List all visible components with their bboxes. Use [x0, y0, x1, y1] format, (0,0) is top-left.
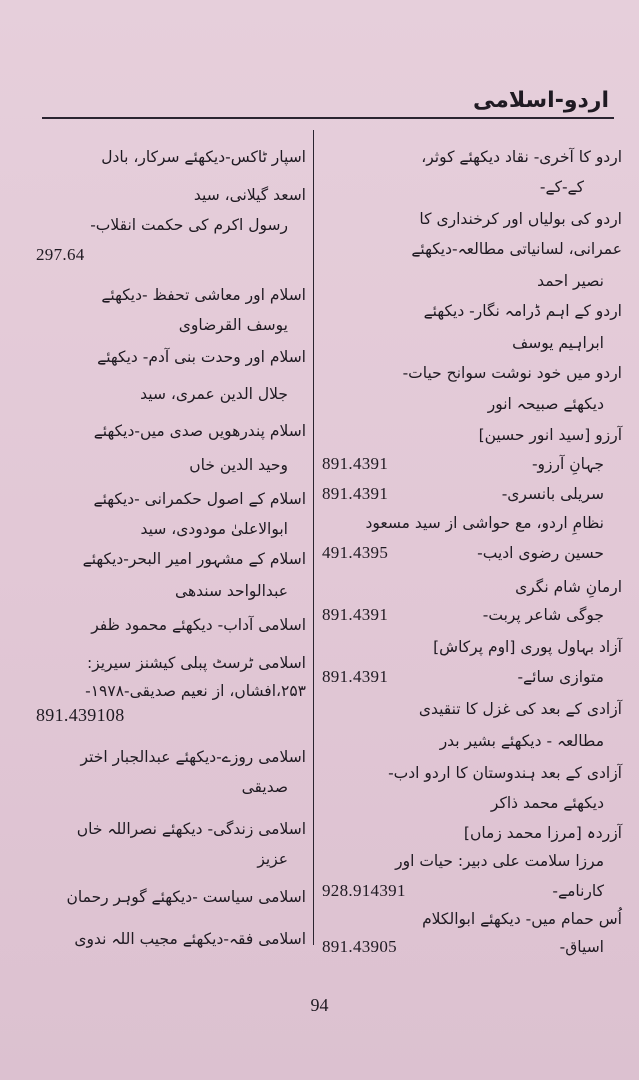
entry-line: رسول اکرم کی حکمت انقلاب- [90, 216, 288, 234]
entry-line: دیکھئے محمد ذاکر [490, 794, 604, 812]
classification-number: 891.439108 [36, 705, 125, 725]
classification-number: 928.914391 [322, 881, 406, 900]
entry-line: اسلامی زندگی- دیکھئے نصراللہ خاں [76, 820, 306, 838]
entry-line: اسلام اور معاشی تحفظ -دیکھئے [101, 286, 306, 304]
page-number: 94 [310, 995, 329, 1015]
entry-line: اسلامی سیاست -دیکھئے گوہر رحمان [66, 888, 306, 906]
entry-line: کے-کے- [539, 178, 584, 196]
entry-line: مطالعہ - دیکھئے بشیر بدر [439, 732, 604, 750]
entry-line: اُس حمام میں- دیکھئے ابوالکلام [422, 910, 622, 928]
page-header-title: اردو-اسلامی [472, 88, 609, 113]
entry-line: صدیقی [241, 778, 288, 796]
entry-line: نصیر احمد [537, 272, 604, 290]
entry-line: عزیز [257, 850, 288, 868]
entry-line: اسلام کے اصول حکمرانی -دیکھئے [93, 490, 306, 508]
classification-number: 297.64 [36, 245, 85, 264]
classification-number: 891.4391 [322, 484, 389, 503]
entry-line: دیکھئے صبیحہ انور [487, 395, 604, 413]
entry-line: آزردہ [مرزا محمد زماں] [463, 824, 622, 842]
entry-line: ابراہیم یوسف [512, 334, 604, 352]
entry-line: اسلامی ٹرسٹ پبلی کیشنز سیریز: [86, 654, 306, 672]
entry-line: اردو کا آخری- نقاد دیکھئے کوثر، [421, 148, 622, 166]
entry-line: اسلامی فقہ-دیکھئے مجیب اللہ ندوی [74, 930, 306, 948]
column-divider [313, 130, 314, 945]
entry-line: آزادی کے بعد ہندوستان کا اردو ادب- [388, 764, 622, 782]
entry-line: نظامِ اردو، مع حواشی از سید مسعود [365, 514, 604, 532]
entry-line: اسلام کے مشہور امیر البحر-دیکھئے [82, 550, 306, 568]
entry-line: کارنامے- [552, 882, 604, 900]
classification-number: 891.4391 [322, 605, 389, 624]
entry-line: آزاد بہاول پوری [اوم پرکاش] [433, 638, 622, 656]
entry-line: وحید الدین خاں [189, 456, 288, 474]
entry-line: سریلی بانسری- [501, 485, 604, 503]
entry-line: مرزا سلامت علی دبیر: حیات اور [395, 852, 604, 870]
classification-number: 891.4391 [322, 454, 389, 473]
classification-number: 891.4391 [322, 667, 389, 686]
entry-line: ارمانِ شام نگری [515, 578, 622, 596]
entry-line: اسلام پندرھویں صدی میں-دیکھئے [93, 422, 306, 440]
classification-number: 891.43905 [322, 937, 397, 956]
header-rule [42, 117, 614, 119]
classification-number: 491.4395 [322, 543, 389, 562]
entry-line: اردو کے اہم ڈرامہ نگار- دیکھئے [423, 302, 622, 320]
entry-line: اسلامی آداب- دیکھئے محمود ظفر [91, 616, 306, 634]
entry-line: جلال الدین عمری، سید [140, 385, 288, 403]
entry-line: ابوالاعلیٰ مودودی، سید [140, 520, 288, 538]
entry-line: اسپار ٹاکس-دیکھئے سرکار، بادل [101, 148, 306, 166]
entry-line: اسلامی روزے-دیکھئے عبدالجبار اختر [80, 748, 306, 766]
entry-line: متوازی سائے- [517, 668, 604, 686]
entry-line: یوسف القرضاوی [178, 316, 288, 334]
entry-line: عبدالواحد سندھی [175, 582, 288, 600]
entry-line: آزادی کے بعد کی غزل کا تنقیدی [418, 700, 622, 718]
entry-line: اسعد گیلانی، سید [193, 186, 306, 204]
entry-line: حسین رضوی ادیب- [477, 544, 604, 562]
entry-line: آرزو [سید انور حسین] [478, 426, 622, 444]
entry-line: اسیاق- [559, 938, 604, 956]
entry-line: عمرانی، لسانیاتی مطالعہ-دیکھئے [411, 240, 622, 258]
entry-line: اردو کی بولیاں اور کرخنداری کا [419, 210, 622, 228]
entry-line: اسلام اور وحدت بنی آدم- دیکھئے [97, 348, 306, 366]
entry-line: جہانِ آرزو- [531, 455, 604, 473]
entry-line: جوگی شاعر پربت- [482, 606, 604, 624]
entry-line: اردو میں خود نوشت سوانح حیات- [402, 364, 622, 382]
entry-line: ۲۵۳،افشاں، از نعیم صدیقی-۱۹۷۸- [85, 682, 306, 700]
